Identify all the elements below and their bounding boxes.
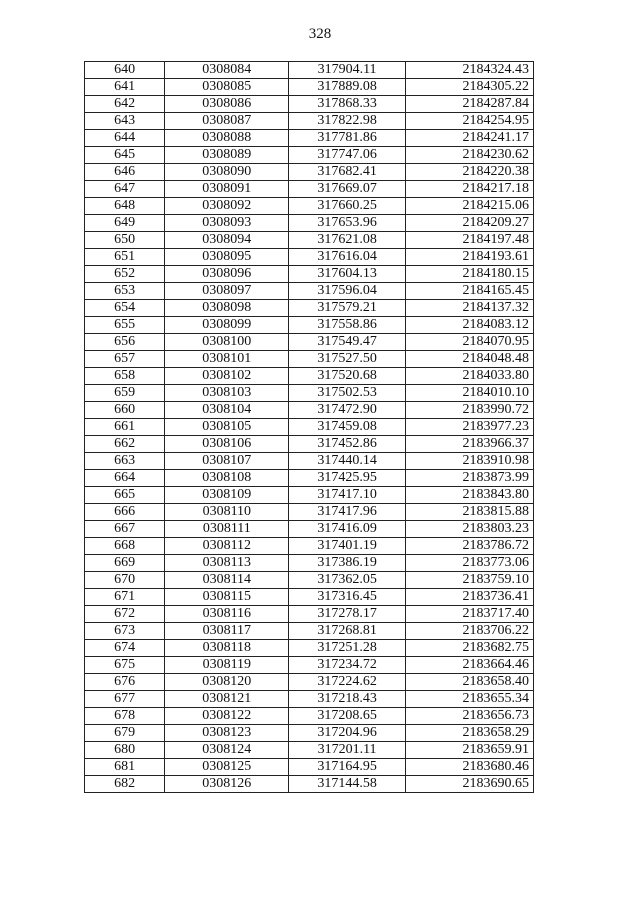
point-code-cell: 0308088 [165,130,289,147]
table-row [85,487,534,504]
table-row [85,623,534,640]
x-coordinate-cell: 317251.28 [289,640,405,657]
point-code-cell: 0308125 [165,759,289,776]
table-row [85,419,534,436]
table-row [85,334,534,351]
row-number-cell: 649 [85,215,165,232]
table-row [85,776,534,793]
y-coordinate-cell: 2184230.62 [405,147,533,164]
y-coordinate-cell: 2184305.22 [405,79,533,96]
row-number-cell: 672 [85,606,165,623]
x-coordinate-cell: 317218.43 [289,691,405,708]
point-code-cell: 0308086 [165,96,289,113]
y-coordinate-cell: 2183656.73 [405,708,533,725]
row-number-cell: 652 [85,266,165,283]
table-row [85,215,534,232]
y-coordinate-cell: 2183659.91 [405,742,533,759]
x-coordinate-cell: 317781.86 [289,130,405,147]
x-coordinate-cell: 317417.96 [289,504,405,521]
x-coordinate-cell: 317440.14 [289,453,405,470]
row-number-cell: 673 [85,623,165,640]
x-coordinate-cell: 317558.86 [289,317,405,334]
y-coordinate-cell: 2183680.46 [405,759,533,776]
y-coordinate-cell: 2183815.88 [405,504,533,521]
point-code-cell: 0308108 [165,470,289,487]
point-code-cell: 0308105 [165,419,289,436]
point-code-cell: 0308097 [165,283,289,300]
coordinates-table [84,61,534,793]
point-code-cell: 0308093 [165,215,289,232]
y-coordinate-cell: 2184048.48 [405,351,533,368]
table-row [85,589,534,606]
x-coordinate-cell: 317604.13 [289,266,405,283]
point-code-cell: 0308099 [165,317,289,334]
point-code-cell: 0308087 [165,113,289,130]
point-code-cell: 0308095 [165,249,289,266]
table-row [85,402,534,419]
point-code-cell: 0308096 [165,266,289,283]
x-coordinate-cell: 317669.07 [289,181,405,198]
row-number-cell: 667 [85,521,165,538]
table-row [85,657,534,674]
table-row [85,62,534,79]
point-code-cell: 0308118 [165,640,289,657]
y-coordinate-cell: 2184197.48 [405,232,533,249]
row-number-cell: 648 [85,198,165,215]
x-coordinate-cell: 317316.45 [289,589,405,606]
y-coordinate-cell: 2184254.95 [405,113,533,130]
x-coordinate-cell: 317201.11 [289,742,405,759]
point-code-cell: 0308115 [165,589,289,606]
table-row [85,181,534,198]
x-coordinate-cell: 317682.41 [289,164,405,181]
point-code-cell: 0308112 [165,538,289,555]
y-coordinate-cell: 2183658.29 [405,725,533,742]
y-coordinate-cell: 2184241.17 [405,130,533,147]
row-number-cell: 666 [85,504,165,521]
x-coordinate-cell: 317653.96 [289,215,405,232]
y-coordinate-cell: 2184165.45 [405,283,533,300]
page-number: 328 [308,26,332,42]
x-coordinate-cell: 317386.19 [289,555,405,572]
row-number-cell: 643 [85,113,165,130]
point-code-cell: 0308116 [165,606,289,623]
x-coordinate-cell: 317164.95 [289,759,405,776]
row-number-cell: 660 [85,402,165,419]
y-coordinate-cell: 2184324.43 [405,62,533,79]
table-row [85,606,534,623]
table-row [85,249,534,266]
x-coordinate-cell: 317208.65 [289,708,405,725]
table-row [85,436,534,453]
x-coordinate-cell: 317401.19 [289,538,405,555]
row-number-cell: 659 [85,385,165,402]
y-coordinate-cell: 2183736.41 [405,589,533,606]
table-row [85,164,534,181]
point-code-cell: 0308085 [165,79,289,96]
table-row [85,725,534,742]
y-coordinate-cell: 2183682.75 [405,640,533,657]
table-row [85,708,534,725]
x-coordinate-cell: 317417.10 [289,487,405,504]
y-coordinate-cell: 2184287.84 [405,96,533,113]
point-code-cell: 0308103 [165,385,289,402]
table-body [85,62,534,793]
point-code-cell: 0308123 [165,725,289,742]
point-code-cell: 0308124 [165,742,289,759]
point-code-cell: 0308101 [165,351,289,368]
row-number-cell: 658 [85,368,165,385]
row-number-cell: 668 [85,538,165,555]
table-row [85,538,534,555]
row-number-cell: 675 [85,657,165,674]
row-number-cell: 655 [85,317,165,334]
y-coordinate-cell: 2183773.06 [405,555,533,572]
y-coordinate-cell: 2183658.40 [405,674,533,691]
table-row [85,130,534,147]
row-number-cell: 679 [85,725,165,742]
y-coordinate-cell: 2184193.61 [405,249,533,266]
x-coordinate-cell: 317204.96 [289,725,405,742]
table-row [85,232,534,249]
table-row [85,147,534,164]
x-coordinate-cell: 317621.08 [289,232,405,249]
table-row [85,351,534,368]
y-coordinate-cell: 2183759.10 [405,572,533,589]
table-row [85,300,534,317]
row-number-cell: 681 [85,759,165,776]
row-number-cell: 642 [85,96,165,113]
y-coordinate-cell: 2184180.15 [405,266,533,283]
row-number-cell: 676 [85,674,165,691]
row-number-cell: 644 [85,130,165,147]
x-coordinate-cell: 317579.21 [289,300,405,317]
row-number-cell: 664 [85,470,165,487]
x-coordinate-cell: 317224.62 [289,674,405,691]
y-coordinate-cell: 2184217.18 [405,181,533,198]
point-code-cell: 0308110 [165,504,289,521]
y-coordinate-cell: 2183706.22 [405,623,533,640]
table-row [85,640,534,657]
point-code-cell: 0308114 [165,572,289,589]
point-code-cell: 0308094 [165,232,289,249]
point-code-cell: 0308107 [165,453,289,470]
table-row [85,453,534,470]
row-number-cell: 680 [85,742,165,759]
x-coordinate-cell: 317660.25 [289,198,405,215]
x-coordinate-cell: 317416.09 [289,521,405,538]
point-code-cell: 0308084 [165,62,289,79]
row-number-cell: 682 [85,776,165,793]
y-coordinate-cell: 2183655.34 [405,691,533,708]
point-code-cell: 0308090 [165,164,289,181]
row-number-cell: 653 [85,283,165,300]
y-coordinate-cell: 2183966.37 [405,436,533,453]
point-code-cell: 0308091 [165,181,289,198]
point-code-cell: 0308092 [165,198,289,215]
row-number-cell: 669 [85,555,165,572]
table-row [85,470,534,487]
y-coordinate-cell: 2183664.46 [405,657,533,674]
point-code-cell: 0308106 [165,436,289,453]
y-coordinate-cell: 2184220.38 [405,164,533,181]
x-coordinate-cell: 317549.47 [289,334,405,351]
y-coordinate-cell: 2183803.23 [405,521,533,538]
table-row [85,96,534,113]
table-row [85,504,534,521]
table-row [85,317,534,334]
point-code-cell: 0308126 [165,776,289,793]
row-number-cell: 674 [85,640,165,657]
table-row [85,555,534,572]
table-row [85,113,534,130]
point-code-cell: 0308122 [165,708,289,725]
row-number-cell: 665 [85,487,165,504]
row-number-cell: 651 [85,249,165,266]
row-number-cell: 677 [85,691,165,708]
x-coordinate-cell: 317278.17 [289,606,405,623]
point-code-cell: 0308121 [165,691,289,708]
table-row [85,368,534,385]
x-coordinate-cell: 317425.95 [289,470,405,487]
point-code-cell: 0308119 [165,657,289,674]
x-coordinate-cell: 317616.04 [289,249,405,266]
y-coordinate-cell: 2184215.06 [405,198,533,215]
y-coordinate-cell: 2183873.99 [405,470,533,487]
y-coordinate-cell: 2183990.72 [405,402,533,419]
point-code-cell: 0308120 [165,674,289,691]
table-row [85,283,534,300]
table-row [85,742,534,759]
row-number-cell: 662 [85,436,165,453]
x-coordinate-cell: 317268.81 [289,623,405,640]
row-number-cell: 641 [85,79,165,96]
x-coordinate-cell: 317520.68 [289,368,405,385]
y-coordinate-cell: 2183717.40 [405,606,533,623]
point-code-cell: 0308098 [165,300,289,317]
row-number-cell: 670 [85,572,165,589]
x-coordinate-cell: 317452.86 [289,436,405,453]
table-row [85,266,534,283]
row-number-cell: 657 [85,351,165,368]
x-coordinate-cell: 317459.08 [289,419,405,436]
point-code-cell: 0308111 [165,521,289,538]
row-number-cell: 661 [85,419,165,436]
table-row [85,674,534,691]
table-row [85,79,534,96]
x-coordinate-cell: 317527.50 [289,351,405,368]
y-coordinate-cell: 2184209.27 [405,215,533,232]
x-coordinate-cell: 317596.04 [289,283,405,300]
row-number-cell: 647 [85,181,165,198]
point-code-cell: 0308104 [165,402,289,419]
row-number-cell: 645 [85,147,165,164]
table-row [85,521,534,538]
y-coordinate-cell: 2183910.98 [405,453,533,470]
row-number-cell: 656 [85,334,165,351]
x-coordinate-cell: 317362.05 [289,572,405,589]
x-coordinate-cell: 317234.72 [289,657,405,674]
row-number-cell: 640 [85,62,165,79]
table-row [85,385,534,402]
row-number-cell: 663 [85,453,165,470]
table-row [85,691,534,708]
y-coordinate-cell: 2183977.23 [405,419,533,436]
y-coordinate-cell: 2184010.10 [405,385,533,402]
y-coordinate-cell: 2184070.95 [405,334,533,351]
x-coordinate-cell: 317144.58 [289,776,405,793]
y-coordinate-cell: 2184033.80 [405,368,533,385]
row-number-cell: 646 [85,164,165,181]
row-number-cell: 654 [85,300,165,317]
x-coordinate-cell: 317502.53 [289,385,405,402]
table-row [85,198,534,215]
point-code-cell: 0308113 [165,555,289,572]
point-code-cell: 0308109 [165,487,289,504]
x-coordinate-cell: 317747.06 [289,147,405,164]
row-number-cell: 678 [85,708,165,725]
x-coordinate-cell: 317889.08 [289,79,405,96]
table-row [85,759,534,776]
row-number-cell: 671 [85,589,165,606]
x-coordinate-cell: 317868.33 [289,96,405,113]
y-coordinate-cell: 2184083.12 [405,317,533,334]
y-coordinate-cell: 2183690.65 [405,776,533,793]
x-coordinate-cell: 317822.98 [289,113,405,130]
x-coordinate-cell: 317904.11 [289,62,405,79]
point-code-cell: 0308117 [165,623,289,640]
y-coordinate-cell: 2183843.80 [405,487,533,504]
x-coordinate-cell: 317472.90 [289,402,405,419]
y-coordinate-cell: 2183786.72 [405,538,533,555]
y-coordinate-cell: 2184137.32 [405,300,533,317]
row-number-cell: 650 [85,232,165,249]
point-code-cell: 0308102 [165,368,289,385]
table-row [85,572,534,589]
point-code-cell: 0308089 [165,147,289,164]
point-code-cell: 0308100 [165,334,289,351]
